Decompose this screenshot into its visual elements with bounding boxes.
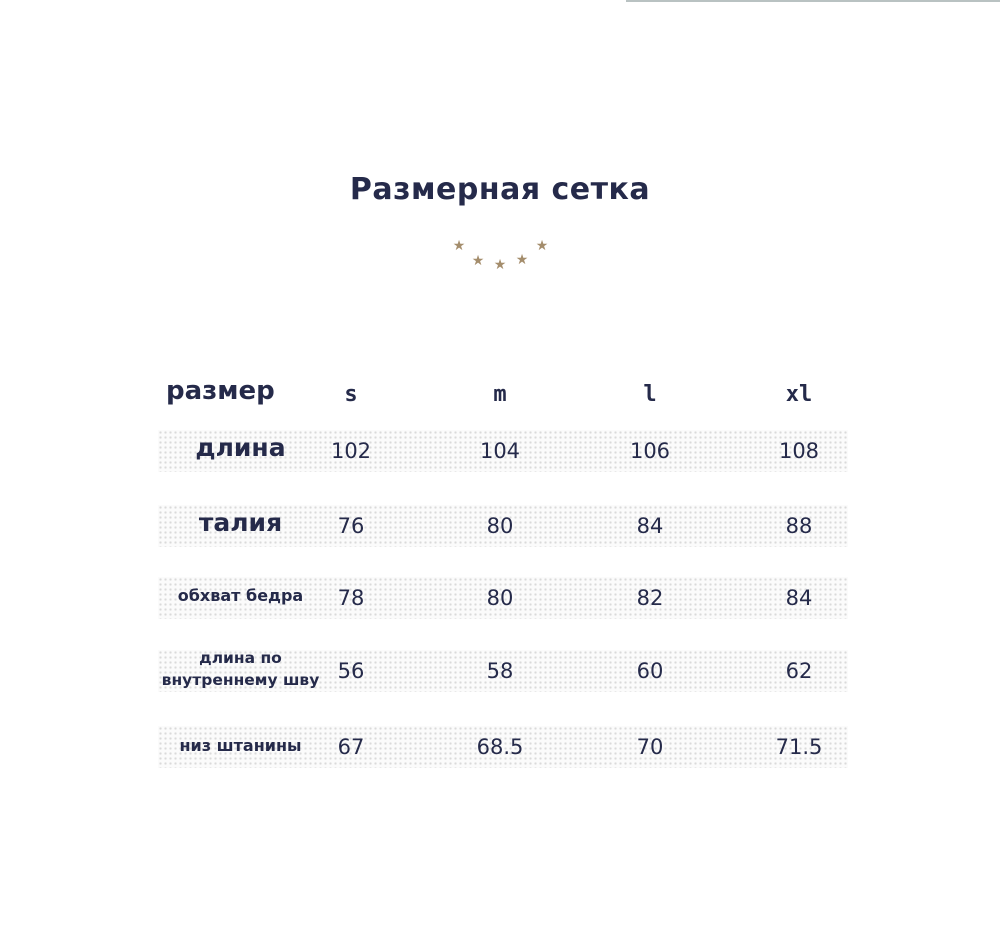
star-icon: ★ <box>471 253 485 269</box>
size-m: m <box>493 382 507 407</box>
table-cell: 78 <box>337 586 365 610</box>
table-row-leg-opening <box>158 726 848 768</box>
table-cell: 84 <box>785 586 813 610</box>
star-icon: ★ <box>493 257 507 273</box>
table-cell: 76 <box>337 514 365 538</box>
table-cell: 84 <box>636 514 664 538</box>
table-cell: 102 <box>330 439 372 463</box>
table-cell: 88 <box>785 514 813 538</box>
table-cell: 106 <box>629 439 671 463</box>
table-cell: 80 <box>486 514 514 538</box>
size-s: s <box>344 382 358 407</box>
top-divider-line <box>626 0 1000 2</box>
table-row-length <box>158 430 848 472</box>
star-icon: ★ <box>535 238 549 254</box>
table-cell: 80 <box>486 586 514 610</box>
star-icon: ★ <box>515 252 529 268</box>
table-cell: 56 <box>337 659 365 683</box>
size-xl: xl <box>785 382 813 407</box>
row-label: длина <box>195 433 286 462</box>
table-cell: 68.5 <box>476 735 524 759</box>
size-table-header <box>158 372 848 416</box>
table-cell: 82 <box>636 586 664 610</box>
row-label: низ штанины <box>179 736 302 755</box>
table-row-inseam <box>158 650 848 692</box>
table-cell: 71.5 <box>775 735 823 759</box>
table-row-hip <box>158 577 848 619</box>
row-label: длина по внутреннему шву <box>161 649 320 689</box>
header-label: размер <box>166 376 275 406</box>
table-cell: 104 <box>479 439 521 463</box>
table-cell: 108 <box>778 439 820 463</box>
table-row-waist <box>158 505 848 547</box>
page-title: Размерная сетка <box>349 172 651 207</box>
table-cell: 62 <box>785 659 813 683</box>
table-cell: 67 <box>337 735 365 759</box>
table-cell: 58 <box>486 659 514 683</box>
table-cell: 60 <box>636 659 664 683</box>
row-label: обхват бедра <box>177 586 304 605</box>
size-l: l <box>643 382 657 407</box>
star-icon: ★ <box>452 238 466 254</box>
table-cell: 70 <box>636 735 664 759</box>
row-label: талия <box>198 508 283 537</box>
